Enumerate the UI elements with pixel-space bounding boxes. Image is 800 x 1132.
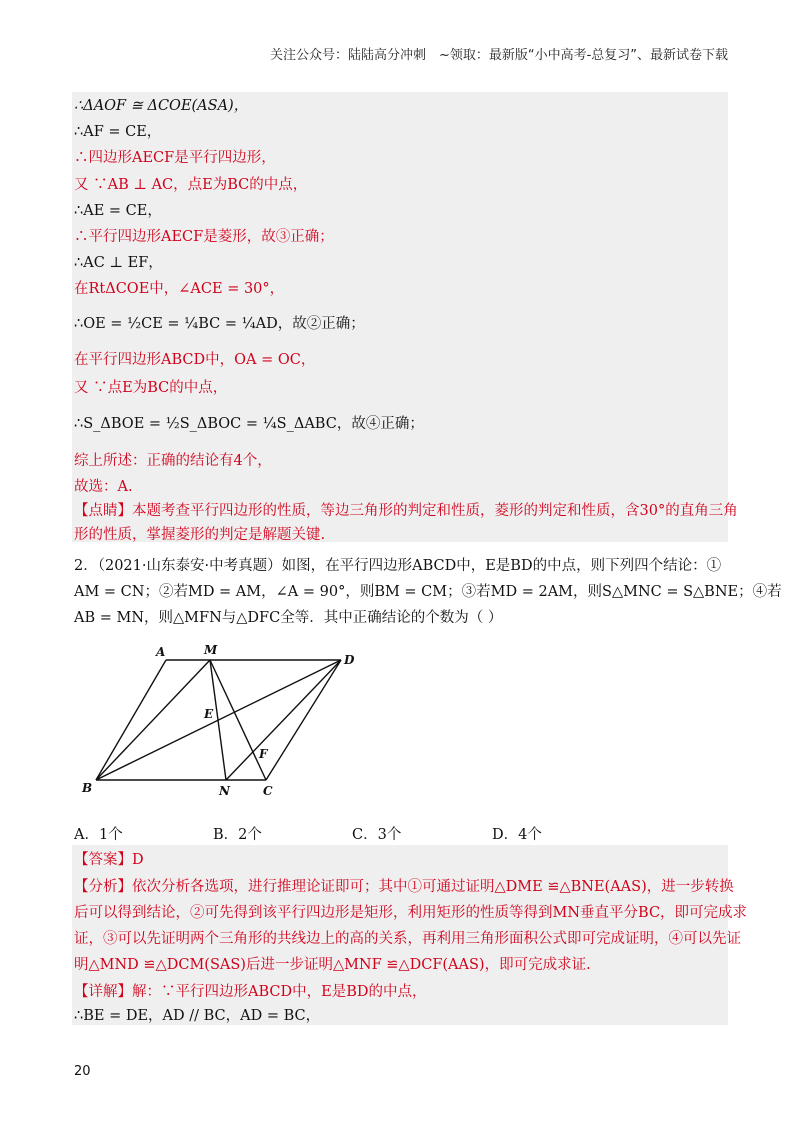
question2-line-2: AM = CN；②若MD = AM，∠A = 90°，则BM = CM；③若MD = 2AM，则S△MNC = S△BNE；④若 — [74, 584, 782, 600]
question2-line-1: 2．（2021·山东泰安·中考真题）如图，在平行四边形ABCD中，E是BD的中点，则下列四个结论：① — [74, 558, 722, 574]
solution1-note-1: 【点睛】本题考查平行四边形的性质，等边三角形的判定和性质，菱形的判定和性质，含30°的直角三角 — [74, 503, 738, 519]
solution1-line-13: 综上所述：正确的结论有4个， — [74, 453, 272, 469]
solution1-line-10: 在平行四边形ABCD中，OA = OC， — [74, 352, 316, 368]
detail-line-1: 【详解】解：∵平行四边形ABCD中，E是BD的中点， — [74, 984, 427, 1000]
solution1-line-5: ∴AE = CE， — [74, 203, 162, 219]
segment-nd — [226, 660, 341, 780]
solution1-line-2: ∴AF = CE， — [74, 124, 162, 140]
solution1-line-4: 又 ∵AB ⊥ AC，点E为BC的中点， — [74, 177, 308, 193]
segment-bm — [96, 660, 210, 780]
option-a: A．1个 — [74, 827, 123, 843]
solution1-line-6: ∴平行四边形AECF是菱形，故③正确； — [74, 229, 334, 245]
page-header: 关注公众号：陆陆高分冲刺 ~领取：最新版“小中高考-总复习”、最新试卷下载 — [269, 48, 728, 63]
label-b: B — [82, 781, 93, 795]
analysis-line-2: 后可以得到结论，②可先得到该平行四边形是矩形，利用矩形的性质等得到MN垂直平分BC，即可完成求 — [74, 905, 748, 921]
option-d: D．4个 — [492, 827, 542, 843]
figure-lines — [96, 660, 341, 780]
solution1-line-11: 又 ∵点E为BC的中点， — [74, 380, 228, 396]
label-m: M — [204, 643, 218, 657]
page-number: 20 — [74, 1064, 91, 1079]
label-e: E — [204, 707, 214, 721]
solution1-line-3: ∴四边形AECF是平行四边形， — [74, 150, 276, 166]
solution1-line-12: ∴S_ΔBOE = ½S_ΔBOC = ¼S_ΔABC，故④正确； — [74, 416, 424, 432]
label-c: C — [263, 784, 273, 798]
detail-line-2: ∴BE = DE，AD // BC，AD = BC， — [74, 1008, 321, 1024]
solution1-line-7: ∴AC ⊥ EF， — [74, 255, 163, 271]
option-b: B．2个 — [213, 827, 262, 843]
analysis-line-1: 【分析】依次分析各选项，进行推理论证即可；其中①可通过证明△DME ≌△BNE(AAS)，进一步转换 — [74, 879, 734, 895]
solution1-line-9: ∴OE = ½CE = ¼BC = ¼AD，故②正确； — [74, 316, 365, 332]
label-f: F — [259, 747, 268, 761]
option-c: C．3个 — [352, 827, 402, 843]
edge-ab — [96, 660, 166, 780]
label-n: N — [219, 784, 230, 798]
solution1-note-2: 形的性质，掌握菱形的判定是解题关键. — [74, 527, 326, 543]
answer-line: 【答案】D — [74, 852, 144, 868]
question2-line-3: AB = MN，则△MFN与△DFC全等．其中正确结论的个数为（ ） — [74, 610, 503, 626]
analysis-line-4: 明△MND ≌△DCM(SAS)后进一步证明△MNF ≌△DCF(AAS)，即可完成求证. — [74, 957, 591, 973]
label-a: A — [156, 645, 166, 659]
solution1-line-1: ∴ΔAOF ≅ ΔCOE(ASA)， — [74, 98, 249, 114]
solution1-line-8: 在RtΔCOE中，∠ACE = 30°， — [74, 281, 285, 297]
label-d: D — [344, 653, 355, 667]
geometry-figure — [76, 640, 366, 800]
solution1-line-14: 故选：A. — [74, 479, 133, 495]
analysis-line-3: 证，③可以先证明两个三角形的共线边上的高的关系，再利用三角形面积公式即可完成证明，④可以先证 — [74, 931, 741, 947]
